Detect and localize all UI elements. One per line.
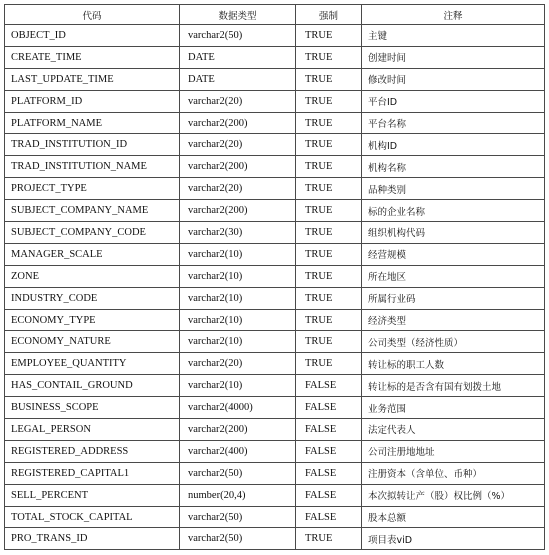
table-row bbox=[5, 222, 545, 244]
header-code: 代码 bbox=[5, 5, 180, 25]
cell-code: PLATFORM_NAME bbox=[5, 112, 180, 134]
table-row bbox=[5, 156, 545, 178]
table-row bbox=[5, 200, 545, 222]
cell-remark: 经营规模 bbox=[362, 243, 545, 265]
cell-remark: 转让标的是否含有国有划拨土地 bbox=[362, 375, 545, 397]
cell-data-type: varchar2(10) bbox=[180, 331, 296, 353]
table-row bbox=[5, 397, 545, 419]
cell-data-type: varchar2(10) bbox=[180, 375, 296, 397]
cell-data-type: varchar2(200) bbox=[180, 156, 296, 178]
cell-remark: 项目表viD bbox=[362, 528, 545, 550]
cell-code: ZONE bbox=[5, 265, 180, 287]
cell-remark: 平台ID bbox=[362, 90, 545, 112]
cell-data-type: DATE bbox=[180, 46, 296, 68]
cell-code: TOTAL_STOCK_CAPITAL bbox=[5, 506, 180, 528]
table-row bbox=[5, 178, 545, 200]
cell-data-type: varchar2(200) bbox=[180, 419, 296, 441]
cell-code: PROJECT_TYPE bbox=[5, 178, 180, 200]
cell-mandatory: FALSE bbox=[296, 440, 362, 462]
cell-mandatory: TRUE bbox=[296, 200, 362, 222]
table-row bbox=[5, 309, 545, 331]
cell-remark: 经济类型 bbox=[362, 309, 545, 331]
cell-code: SUBJECT_COMPANY_NAME bbox=[5, 200, 180, 222]
cell-remark: 法定代表人 bbox=[362, 419, 545, 441]
cell-code: MANAGER_SCALE bbox=[5, 243, 180, 265]
cell-data-type: varchar2(400) bbox=[180, 440, 296, 462]
cell-remark: 标的企业名称 bbox=[362, 200, 545, 222]
table-row bbox=[5, 287, 545, 309]
table-row bbox=[5, 462, 545, 484]
cell-mandatory: FALSE bbox=[296, 484, 362, 506]
header-remark: 注释 bbox=[362, 5, 545, 25]
cell-code: BUSINESS_SCOPE bbox=[5, 397, 180, 419]
cell-remark: 公司类型（经济性质） bbox=[362, 331, 545, 353]
cell-remark: 所属行业码 bbox=[362, 287, 545, 309]
cell-remark: 机构名称 bbox=[362, 156, 545, 178]
cell-mandatory: FALSE bbox=[296, 419, 362, 441]
cell-data-type: varchar2(50) bbox=[180, 528, 296, 550]
cell-mandatory: TRUE bbox=[296, 178, 362, 200]
cell-code: TRAD_INSTITUTION_ID bbox=[5, 134, 180, 156]
cell-mandatory: TRUE bbox=[296, 331, 362, 353]
cell-mandatory: FALSE bbox=[296, 462, 362, 484]
cell-mandatory: TRUE bbox=[296, 353, 362, 375]
cell-mandatory: TRUE bbox=[296, 68, 362, 90]
cell-code: ECONOMY_TYPE bbox=[5, 309, 180, 331]
cell-remark: 所在地区 bbox=[362, 265, 545, 287]
cell-mandatory: TRUE bbox=[296, 265, 362, 287]
cell-data-type: varchar2(20) bbox=[180, 353, 296, 375]
table-row bbox=[5, 528, 545, 550]
cell-data-type: varchar2(20) bbox=[180, 134, 296, 156]
cell-mandatory: TRUE bbox=[296, 528, 362, 550]
table-row bbox=[5, 243, 545, 265]
cell-remark: 本次拟转让产（股）权比例（%） bbox=[362, 484, 545, 506]
table-row bbox=[5, 353, 545, 375]
cell-code: TRAD_INSTITUTION_NAME bbox=[5, 156, 180, 178]
cell-mandatory: FALSE bbox=[296, 506, 362, 528]
schema-table-container bbox=[4, 4, 545, 550]
cell-code: REGISTERED_CAPITAL1 bbox=[5, 462, 180, 484]
cell-code: PRO_TRANS_ID bbox=[5, 528, 180, 550]
cell-code: PLATFORM_ID bbox=[5, 90, 180, 112]
cell-mandatory: TRUE bbox=[296, 25, 362, 47]
cell-code: LEGAL_PERSON bbox=[5, 419, 180, 441]
cell-remark: 机构ID bbox=[362, 134, 545, 156]
table-row bbox=[5, 506, 545, 528]
cell-data-type: varchar2(20) bbox=[180, 178, 296, 200]
cell-remark: 修改时间 bbox=[362, 68, 545, 90]
table-row bbox=[5, 134, 545, 156]
cell-code: HAS_CONTAIL_GROUND bbox=[5, 375, 180, 397]
cell-mandatory: TRUE bbox=[296, 46, 362, 68]
cell-remark: 组织机构代码 bbox=[362, 222, 545, 244]
cell-mandatory: TRUE bbox=[296, 287, 362, 309]
cell-remark: 注册资本（含单位、币种） bbox=[362, 462, 545, 484]
cell-remark: 平台名称 bbox=[362, 112, 545, 134]
table-row bbox=[5, 419, 545, 441]
cell-code: SELL_PERCENT bbox=[5, 484, 180, 506]
cell-data-type: DATE bbox=[180, 68, 296, 90]
cell-data-type: varchar2(10) bbox=[180, 265, 296, 287]
cell-data-type: number(20,4) bbox=[180, 484, 296, 506]
cell-data-type: varchar2(10) bbox=[180, 287, 296, 309]
table-row bbox=[5, 440, 545, 462]
header-row bbox=[5, 5, 545, 25]
table-row bbox=[5, 375, 545, 397]
table-row bbox=[5, 331, 545, 353]
cell-data-type: varchar2(200) bbox=[180, 112, 296, 134]
cell-data-type: varchar2(10) bbox=[180, 309, 296, 331]
cell-mandatory: TRUE bbox=[296, 243, 362, 265]
cell-code: SUBJECT_COMPANY_CODE bbox=[5, 222, 180, 244]
cell-remark: 品种类别 bbox=[362, 178, 545, 200]
table-row bbox=[5, 112, 545, 134]
cell-mandatory: TRUE bbox=[296, 112, 362, 134]
table-row bbox=[5, 265, 545, 287]
cell-remark: 创建时间 bbox=[362, 46, 545, 68]
cell-mandatory: TRUE bbox=[296, 156, 362, 178]
cell-data-type: varchar2(50) bbox=[180, 25, 296, 47]
table-row bbox=[5, 25, 545, 47]
cell-mandatory: FALSE bbox=[296, 375, 362, 397]
field-definition-table bbox=[4, 4, 545, 550]
cell-data-type: varchar2(30) bbox=[180, 222, 296, 244]
cell-code: REGISTERED_ADDRESS bbox=[5, 440, 180, 462]
cell-code: CREATE_TIME bbox=[5, 46, 180, 68]
cell-data-type: varchar2(200) bbox=[180, 200, 296, 222]
cell-remark: 股本总额 bbox=[362, 506, 545, 528]
cell-data-type: varchar2(20) bbox=[180, 90, 296, 112]
cell-remark: 转让标的职工人数 bbox=[362, 353, 545, 375]
cell-code: ECONOMY_NATURE bbox=[5, 331, 180, 353]
cell-mandatory: FALSE bbox=[296, 397, 362, 419]
cell-data-type: varchar2(10) bbox=[180, 243, 296, 265]
table-row bbox=[5, 68, 545, 90]
table-row bbox=[5, 90, 545, 112]
cell-code: INDUSTRY_CODE bbox=[5, 287, 180, 309]
header-data-type: 数据类型 bbox=[180, 5, 296, 25]
cell-code: EMPLOYEE_QUANTITY bbox=[5, 353, 180, 375]
cell-data-type: varchar2(4000) bbox=[180, 397, 296, 419]
cell-data-type: varchar2(50) bbox=[180, 462, 296, 484]
cell-data-type: varchar2(50) bbox=[180, 506, 296, 528]
cell-mandatory: TRUE bbox=[296, 222, 362, 244]
cell-mandatory: TRUE bbox=[296, 90, 362, 112]
cell-code: LAST_UPDATE_TIME bbox=[5, 68, 180, 90]
header-mandatory: 强制 bbox=[296, 5, 362, 25]
cell-remark: 公司注册地地址 bbox=[362, 440, 545, 462]
cell-remark: 业务范围 bbox=[362, 397, 545, 419]
cell-remark: 主键 bbox=[362, 25, 545, 47]
cell-mandatory: TRUE bbox=[296, 134, 362, 156]
table-row bbox=[5, 484, 545, 506]
cell-mandatory: TRUE bbox=[296, 309, 362, 331]
table-row bbox=[5, 46, 545, 68]
cell-code: OBJECT_ID bbox=[5, 25, 180, 47]
